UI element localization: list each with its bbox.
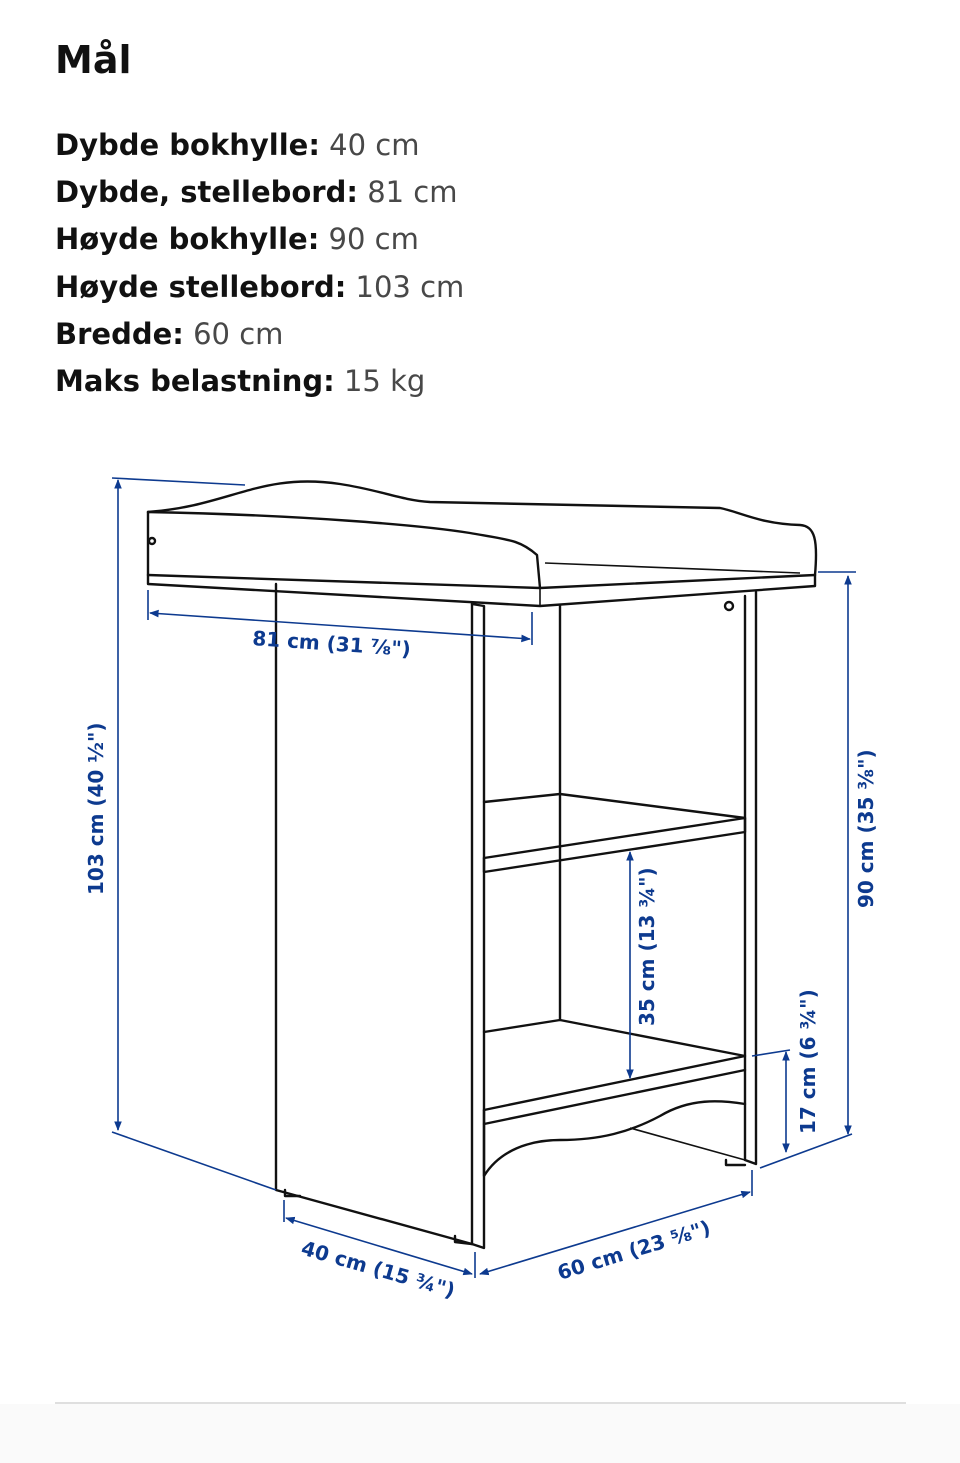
right-panel-hole [725, 602, 733, 610]
shelf-spacing-label: 35 cm (13 ¾") [635, 867, 659, 1026]
spec-label: Høyde bokhylle: [55, 222, 320, 257]
bottom-shelf-front [484, 1070, 745, 1124]
tray-floor-line [545, 563, 800, 573]
spec-label: Høyde stellebord: [55, 269, 347, 304]
depth-label: 40 cm (15 ¾") [298, 1235, 458, 1303]
middle-shelf-front [484, 818, 745, 872]
spec-row-changing-table-depth [55, 169, 464, 216]
middle-shelf [484, 794, 745, 872]
shelf-height-ext-bottom [760, 1134, 852, 1168]
section-title: Mål [55, 38, 132, 82]
spec-label: Maks belastning: [55, 364, 335, 399]
changing-tray [148, 481, 816, 606]
total-height-label: 103 cm (40 ½") [84, 722, 108, 895]
right-panel-outline [745, 592, 756, 1164]
right-foot [726, 1160, 745, 1165]
bottom-height-label: 17 cm (6 ¾") [796, 989, 820, 1134]
spec-row-width [55, 311, 464, 358]
shelf-height-label: 90 cm (35 ⅜") [854, 749, 878, 908]
spec-value: 81 cm [367, 175, 458, 210]
bottom-apron [484, 1101, 745, 1176]
tray-back-rail [148, 481, 816, 575]
bottom-height-ext-top [752, 1050, 790, 1056]
front-edge-strip [472, 604, 484, 1248]
spec-label: Dybde bokhylle: [55, 128, 320, 162]
spec-value: 103 cm [355, 269, 465, 304]
total-height-ext-bottom [112, 1132, 276, 1190]
tray-hole [149, 538, 155, 544]
spec-label: Bredde: [55, 316, 184, 351]
spec-value: 90 cm [328, 222, 419, 257]
spec-label: Dybde, stellebord: [55, 175, 358, 210]
bottom-shelf [484, 1020, 745, 1176]
spec-value: 40 cm [329, 128, 420, 162]
side-panel-outline [276, 584, 472, 1244]
bottom-rear-rail [630, 1128, 745, 1160]
tray-front-edge [148, 575, 815, 588]
spec-value: 15 kg [343, 364, 426, 399]
product-dimension-drawing [0, 460, 960, 1340]
width-label: 60 cm (23 ⅝") [554, 1215, 714, 1285]
top-depth-label: 81 cm (31 ⅞") [251, 626, 412, 662]
total-height-ext-top [112, 478, 245, 485]
spec-row-max-load [55, 358, 464, 405]
dimension-specs-list [55, 122, 464, 405]
spec-value: 60 cm [193, 316, 284, 351]
spec-row-bookshelf-depth [55, 122, 464, 169]
footer-area [0, 1404, 960, 1463]
middle-shelf-top [484, 794, 745, 858]
side-panel [276, 584, 484, 1248]
spec-row-changing-table-height [55, 264, 464, 311]
spec-row-bookshelf-height [55, 216, 464, 263]
